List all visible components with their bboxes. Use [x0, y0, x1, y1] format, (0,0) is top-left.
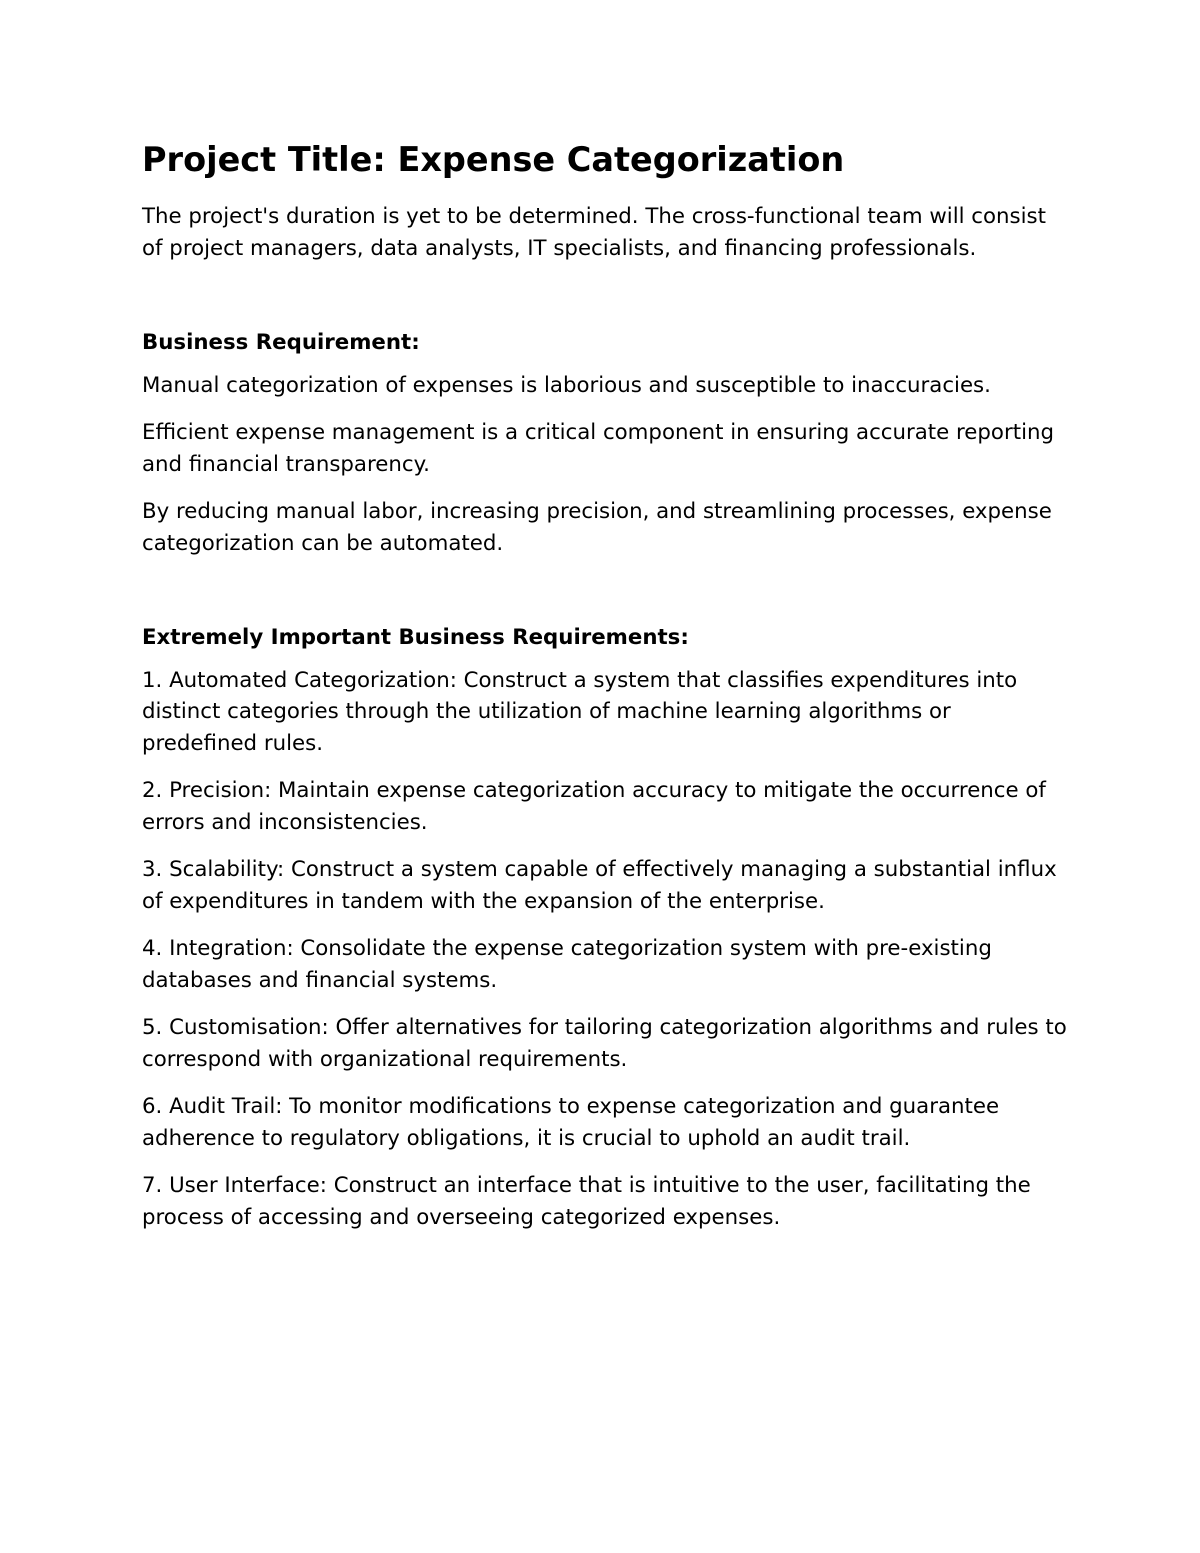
- page-title: Project Title: Expense Categorization: [142, 140, 845, 179]
- intro-paragraph: The project's duration is yet to be determined. The cross-functional team will consist of project managers, data analysts, IT specialists, and financing professionals.: [142, 204, 1046, 261]
- section-spacer: [142, 575, 1067, 622]
- business-requirement-paragraph: Efficient expense management is a critical component in ensuring accurate reporting and financial transparency.: [142, 420, 1055, 477]
- business-requirement-paragraph: Manual categorization of expenses is laborious and susceptible to inaccuracies.: [142, 372, 991, 398]
- business-requirement-paragraph: By reducing manual labor, increasing precision, and streamlining processes, expense categorization can be automated.: [142, 499, 1052, 556]
- requirement-item: 5. Customisation: Offer alternatives for tailoring categorization algorithms and rules to correspond with organizational requirements.: [142, 1015, 1067, 1072]
- requirement-item: 4. Integration: Consolidate the expense categorization system with pre-existing databases and financial systems.: [142, 936, 992, 993]
- requirement-item: 3. Scalability: Construct a system capable of effectively managing a substantial influx of expenditures in tandem with the expansion of the enterprise.: [142, 857, 1057, 914]
- requirement-item: 7. User Interface: Construct an interface that is intuitive to the user, facilitating the process of accessing and overseeing categorized expenses.: [142, 1173, 1031, 1230]
- requirement-item: 6. Audit Trail: To monitor modifications to expense categorization and guarantee adherence to regulatory obligations, it is crucial to uphold an audit trail.: [142, 1094, 1000, 1151]
- important-requirements-heading: Extremely Important Business Requirements:: [142, 625, 689, 650]
- requirement-item: 2. Precision: Maintain expense categorization accuracy to mitigate the occurrence of errors and inconsistencies.: [142, 778, 1046, 835]
- section-spacer: [142, 280, 1067, 327]
- document-page: [142, 138, 1067, 1249]
- business-requirement-heading: Business Requirement:: [142, 330, 420, 355]
- requirement-item: 1. Automated Categorization: Construct a system that classifies expenditures into distinct categories through the utilization of machine learning algorithms or predefined rules.: [142, 667, 1018, 756]
